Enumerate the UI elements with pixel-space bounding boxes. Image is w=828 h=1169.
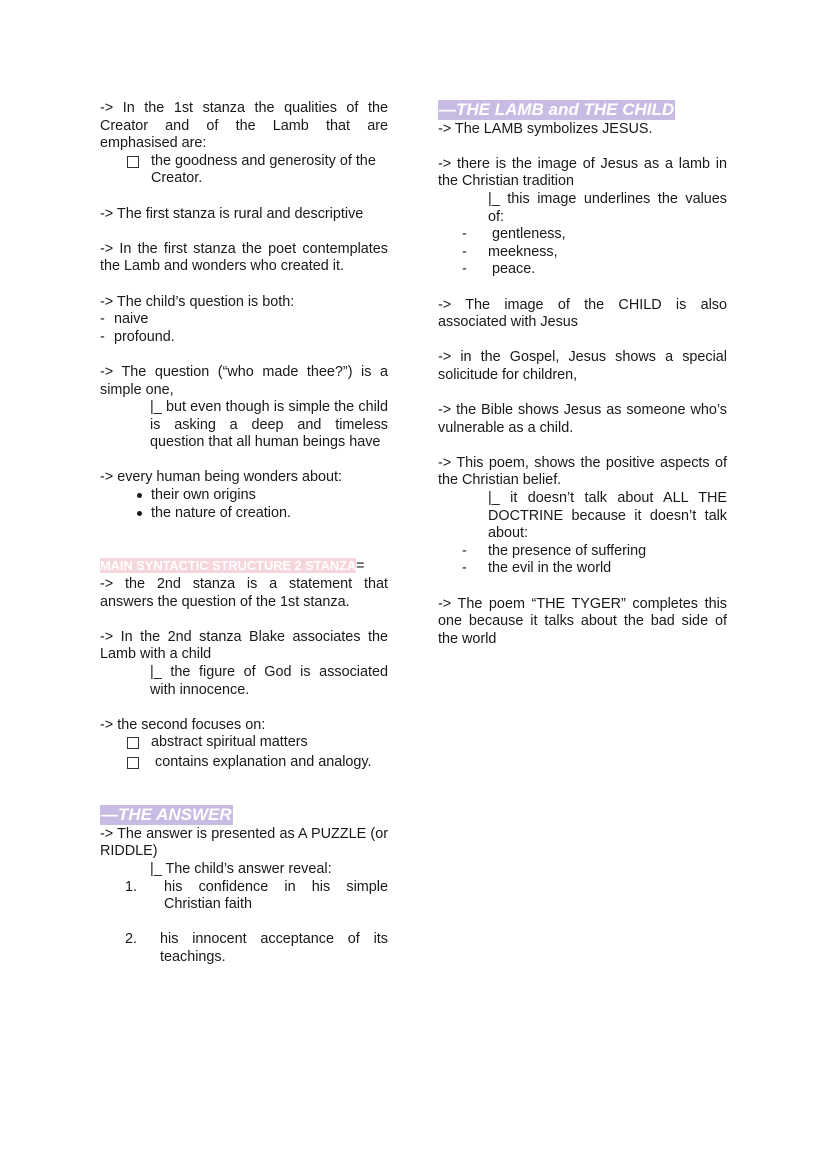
dash-item-text: the evil in the world	[488, 560, 612, 577]
sub-note: |_ this image underlines the values of:	[488, 190, 727, 225]
note-paragraph: -> the second focuses on:	[100, 716, 266, 733]
dash-bullet: -	[100, 328, 105, 345]
numbered-list-item	[100, 879, 388, 914]
note-paragraph: -> in the Gospel, Jesus shows a special solicitude for children,	[438, 349, 727, 383]
bullet-item-text: the nature of creation.	[151, 504, 291, 521]
heading-suffix: =	[356, 558, 365, 575]
bullet-icon	[137, 511, 142, 516]
sub-note: |_ The child’s answer reveal:	[150, 860, 332, 877]
note-paragraph: -> The LAMB symbolizes JESUS.	[438, 120, 653, 137]
note-paragraph: -> In the 1st stanza the qualities of the Creator and of the Lamb that are emphasised are:	[100, 100, 388, 152]
checklist-text: contains explanation and analogy.	[155, 753, 372, 770]
note-paragraph: -> In the first stanza the poet contemplates the Lamb and wonders who created it.	[100, 240, 388, 275]
dash-bullet: -	[462, 261, 467, 278]
dash-bullet: -	[462, 226, 467, 243]
dash-list-item	[100, 329, 388, 347]
dash-bullet: -	[100, 311, 105, 328]
right-column	[438, 100, 727, 648]
note-paragraph: -> The answer is presented as A PUZZLE (or RIDDLE)	[100, 825, 388, 860]
bullet-icon	[137, 493, 142, 498]
checkbox-icon	[127, 156, 139, 168]
numbered-item-text: his confidence in his simple Christian faith	[164, 878, 388, 913]
section-subheading	[100, 557, 388, 576]
dash-list-item	[438, 244, 727, 262]
dash-bullet: -	[462, 560, 467, 577]
dash-item-text: profound.	[114, 328, 175, 345]
note-paragraph: -> there is the image of Jesus as a lamb in the Christian tradition	[438, 155, 727, 190]
checklist-item	[100, 734, 388, 752]
bullet-list-item	[100, 487, 388, 505]
note-paragraph: -> This poem, shows the positive aspects of the Christian belief.	[438, 454, 727, 489]
sub-note: |_ but even though is simple the child is asking a deep and timeless question that all human beings have	[150, 399, 388, 451]
left-column	[100, 100, 388, 967]
section-heading: —THE ANSWER	[101, 805, 232, 825]
note-paragraph: -> The question (“who made thee?”) is a simple one,	[100, 363, 388, 398]
numbered-list-item	[100, 931, 388, 966]
dash-item-text: peace.	[492, 261, 536, 278]
dash-bullet: -	[462, 243, 467, 260]
dash-list-item	[438, 261, 727, 279]
note-paragraph: -> In the 2nd stanza Blake associates the Lamb with a child	[100, 628, 388, 663]
note-paragraph: -> The child’s question is both:	[100, 293, 295, 310]
dash-list-item	[438, 543, 727, 561]
note-paragraph: -> the Bible shows Jesus as someone who’s vulnerable as a child.	[438, 402, 727, 436]
note-paragraph: -> The first stanza is rural and descriptive	[100, 205, 364, 222]
sub-note: |_ the figure of God is associated with innocence.	[150, 664, 388, 698]
bullet-item-text: their own origins	[151, 487, 256, 504]
bullet-list-item	[100, 505, 388, 523]
item-number: 2.	[125, 931, 138, 948]
numbered-item-text: his innocent acceptance of its teachings.	[160, 931, 388, 965]
section-heading: —THE LAMB and THE CHILD	[439, 100, 675, 119]
note-paragraph: -> The poem “THE TYGER” completes this one because it talks about the bad side of the world	[438, 595, 727, 647]
item-number: 1.	[125, 878, 138, 895]
dash-list-item	[438, 560, 727, 578]
checkbox-icon	[127, 737, 139, 749]
checklist-text: the goodness and generosity of the Creator.	[151, 152, 376, 187]
dash-list-item	[100, 311, 388, 329]
checkbox-icon	[127, 757, 139, 769]
highlighted-heading: MAIN SYNTACTIC STRUCTURE 2 STANZA	[100, 558, 357, 574]
dash-item-text: naive	[114, 311, 149, 328]
checklist-item	[100, 153, 388, 188]
note-paragraph: -> The image of the CHILD is also associated with Jesus	[438, 296, 727, 331]
checklist-item	[100, 754, 388, 772]
sub-note: |_ it doesn’t talk about ALL THE DOCTRINE because it doesn’t talk about:	[488, 490, 727, 542]
note-paragraph: -> the 2nd stanza is a statement that answers the question of the 1st stanza.	[100, 576, 388, 610]
dash-item-text: the presence of suffering	[488, 542, 647, 559]
note-paragraph: -> every human being wonders about:	[100, 469, 342, 486]
dash-item-text: meekness,	[488, 243, 558, 260]
dash-item-text: gentleness,	[492, 226, 566, 243]
lamb-heading-row	[438, 100, 727, 121]
checklist-text: abstract spiritual matters	[151, 734, 308, 751]
dash-bullet: -	[462, 542, 467, 559]
dash-list-item	[438, 226, 727, 244]
answer-heading-row	[100, 805, 388, 826]
